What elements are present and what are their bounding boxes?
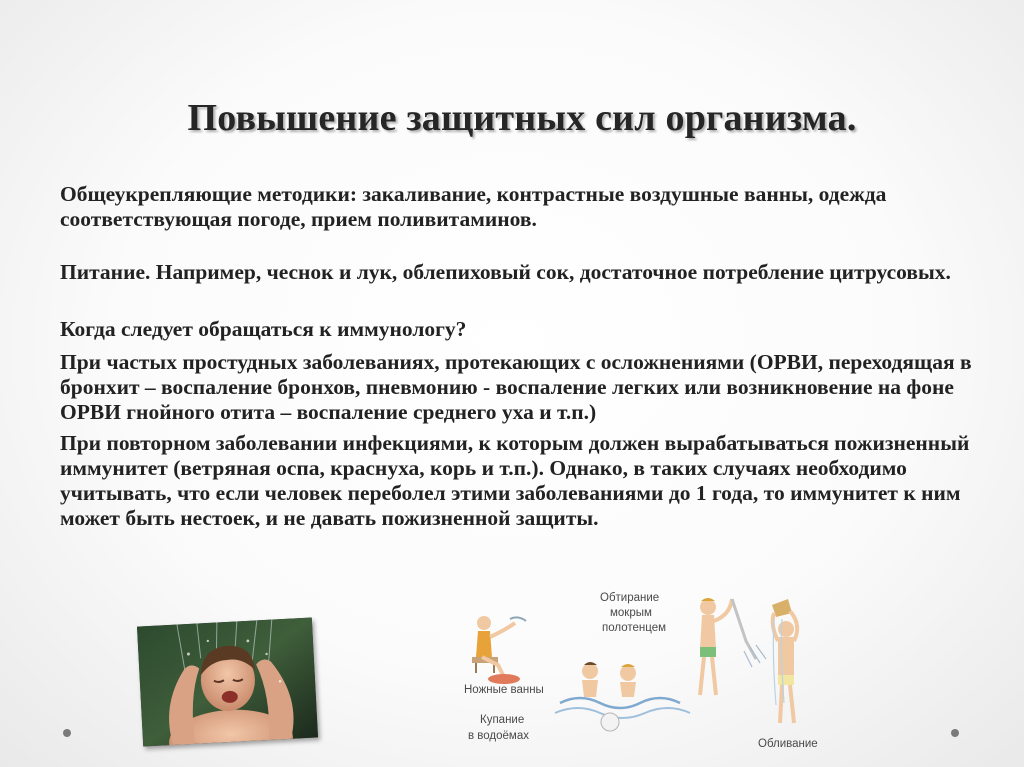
paragraph-general-methods: Общеукрепляющие методики: закаливание, контрастные воздушные ванны, одежда соответствующая погоде, прием поливитаминов.	[60, 182, 887, 231]
foot-bath-figure	[472, 616, 526, 684]
dousing-figure	[772, 599, 797, 723]
paragraph-repeated-infections: При повторном заболевании инфекциями, к которым должен вырабатываться пожизненный иммунитет (ветряная оспа, краснуха, корь и т.п.). Однако, в таких случаях необходимо учитывать, что если человек переболел этими заболеваниями до 1 года, то иммунитет к ним может быть нестоек, и не давать пожизненной защиты.	[60, 431, 970, 530]
bathing-figures	[555, 662, 690, 731]
label-wiping-3: полотенцем	[602, 622, 666, 634]
child-shower-photo	[137, 618, 318, 747]
paragraph-nutrition: Питание. Например, чеснок и лук, облепиховый сок, достаточное потребление цитрусовых.	[60, 260, 951, 284]
label-bathing-2: в водоёмах	[468, 730, 529, 742]
hardening-illustration	[460, 585, 840, 753]
label-wiping-2: мокрым	[610, 607, 652, 619]
label-bathing-1: Купание	[480, 714, 525, 726]
paragraph-immunologist-question: Когда следует обращаться к иммунологу?	[60, 317, 467, 341]
paragraph-frequent-colds: При частых простудных заболеваниях, протекающих с осложнениями (ОРВИ, переходящая в бронхит – воспаление бронхов, пневмонию - воспаление легких или возникновение на фоне ОРВИ гнойного отита – воспаление среднего уха и т.п.)	[60, 350, 972, 424]
label-foot-baths: Ножные ванны	[464, 684, 544, 696]
child-shower-drawing	[137, 618, 318, 747]
slide-title: Повышение защитных сил организма.	[187, 97, 857, 139]
corner-dot-left	[63, 729, 71, 737]
label-dousing: Обливание	[758, 738, 818, 750]
label-wiping-1: Обтирание	[600, 592, 660, 604]
corner-dot-right	[951, 729, 959, 737]
towel-wiping-figure	[700, 598, 766, 695]
slide-body	[60, 182, 980, 531]
